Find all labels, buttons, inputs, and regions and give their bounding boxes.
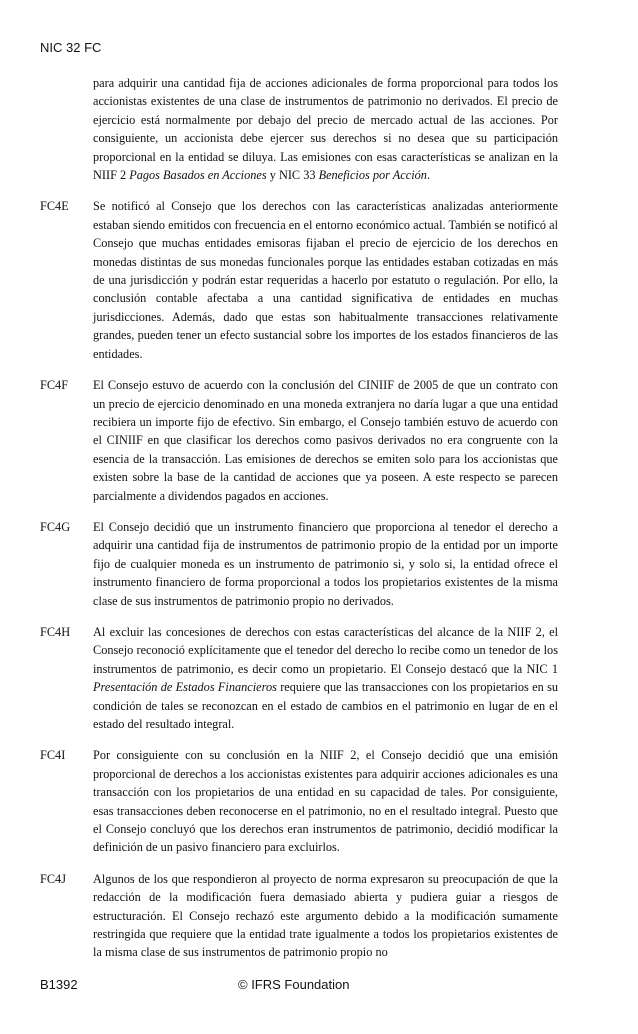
- paragraph-text-part: Al excluir las concesiones de derechos con estas características del alcance de la NIIF 2, el Consejo reconoció explícitamente que el tenedor del derecho lo recibe como un tenedor de los instrumentos de patrimonio, es decir como un propietario. El Consejo destacó que la NIC 1: [93, 624, 558, 676]
- continuation-paragraph: [40, 74, 558, 184]
- continuation-text: y NIC 33: [266, 168, 319, 183]
- paragraph-number: FC4I: [40, 748, 66, 763]
- paragraph-number: FC4G: [40, 519, 71, 534]
- paragraph-fc4j: [40, 870, 558, 962]
- paragraph-text: Algunos de los que respondieron al proyecto de norma expresaron su preocupación de que la redacción de la modificación fuera demasiado abierta y pudiera guiar a riesgos de estructuración. El Consejo rechazó este argumento debido a la modificación sumamente restringida que requiere que la entidad trate igualmente a todos los propietarios existentes de la misma clase de sus instrumentos de patrimonio propio no: [93, 871, 558, 960]
- copyright-notice: © IFRS Foundation: [238, 977, 350, 992]
- paragraph-fc4i: [40, 746, 558, 856]
- continuation-text: .: [426, 168, 431, 183]
- standard-title-niif2: Pagos Basados en Acciones: [129, 168, 267, 183]
- standard-title-nic33: Beneficios por Acción: [318, 168, 427, 183]
- document-body: [40, 74, 558, 975]
- paragraph-number: FC4H: [40, 624, 71, 639]
- paragraph-fc4g: [40, 518, 558, 610]
- paragraph-text: El Consejo decidió que un instrumento financiero que proporciona al tenedor el derecho a adquirir una cantidad fija de instrumentos de patrimonio propio de la entidad por un importe fijo de cualquier moneda es un instrumento de patrimonio si, y solo si, la entidad ofrece el instrumento financiero de forma proporcional a todos los propietarios existentes de la misma clase de sus instrumentos de patrimonio propio no derivados.: [93, 519, 558, 608]
- paragraph-text-part: requiere que las transacciones con los propietarios en su condición de tales se reconozcan en el estado de cambios en el patrimonio en lugar de en el estado del resultado integral.: [93, 680, 558, 731]
- paragraph-number: FC4F: [40, 378, 69, 393]
- paragraph-fc4e: [40, 197, 558, 363]
- paragraph-text: [93, 623, 558, 733]
- page-number: B1392: [40, 977, 78, 992]
- paragraph-text: Se notificó al Consejo que los derechos con las características analizadas anteriormente estaban siendo emitidos con frecuencia en el entorno económico actual. También se notificó al Consejo que muchas entidades emisoras fijaban el precio de ejercicio de los derechos en monedas distintas de sus monedas funcionales porque las entidades estaban cotizadas en más de una jurisdicción y podrán estar requeridas a hacerlo por estatuto o regulación. Por ello, la conclusión contable afectaba a una cantidad significativa de entidades en muchas jurisdicciones. Además, dado que estas son habitualmente transacciones relativamente grandes, pueden tener un efecto sustancial sobre los importes de los estados financieros de las entidades.: [93, 199, 558, 361]
- paragraph-fc4h: [40, 623, 558, 733]
- paragraph-text: Por consiguiente con su conclusión en la NIIF 2, el Consejo decidió que una emisión proporcional de derechos a los accionistas existentes para adquirir acciones adicionales es una transacción con los propietarios de una entidad en su capacidad de tales. Por consiguiente, esas transacciones deben reconocerse en el patrimonio, no en el resultado integral. Puesto que el Consejo concluyó que los derechos eran instrumentos de patrimonio, decidió modificar la definición de un pasivo financiero para excluirlos.: [93, 748, 558, 855]
- paragraph-number: FC4E: [40, 199, 69, 214]
- paragraph-fc4f: [40, 376, 558, 505]
- paragraph-text: El Consejo estuvo de acuerdo con la conclusión del CINIIF de 2005 de que un contrato con un precio de ejercicio denominado en una moneda extranjera no daría lugar a que una entidad recibiera un importe fijo de efectivo. Sin embargo, el Consejo también estuvo de acuerdo con el CINIIF en que clasificar los derechos como pasivos derivados no era congruente con la esencia de la transacción. Las emisiones de derechos se emiten solo para los accionistas que existen sobre la base de la cantidad de acciones que ya poseen. A este respecto se parecen parcialmente a dividendos pagados en acciones.: [93, 378, 558, 503]
- page-header: NIC 32 FC: [40, 40, 102, 55]
- paragraph-number: FC4J: [40, 871, 66, 886]
- continuation-text: para adquirir una cantidad fija de acciones adicionales de forma proporcional para todos los accionistas existentes de una clase de instrumentos de patrimonio no derivados. El precio de ejercicio está normalmente por debajo del precio de mercado actual de las acciones. Por consiguiente, un accionista debe ejercer sus derechos si no desea que su participación proporcional en la entidad se diluya. Las emisiones con esas características se analizan en la NIIF 2: [93, 76, 558, 183]
- standard-title-nic1: Presentación de Estados Financieros: [93, 680, 277, 695]
